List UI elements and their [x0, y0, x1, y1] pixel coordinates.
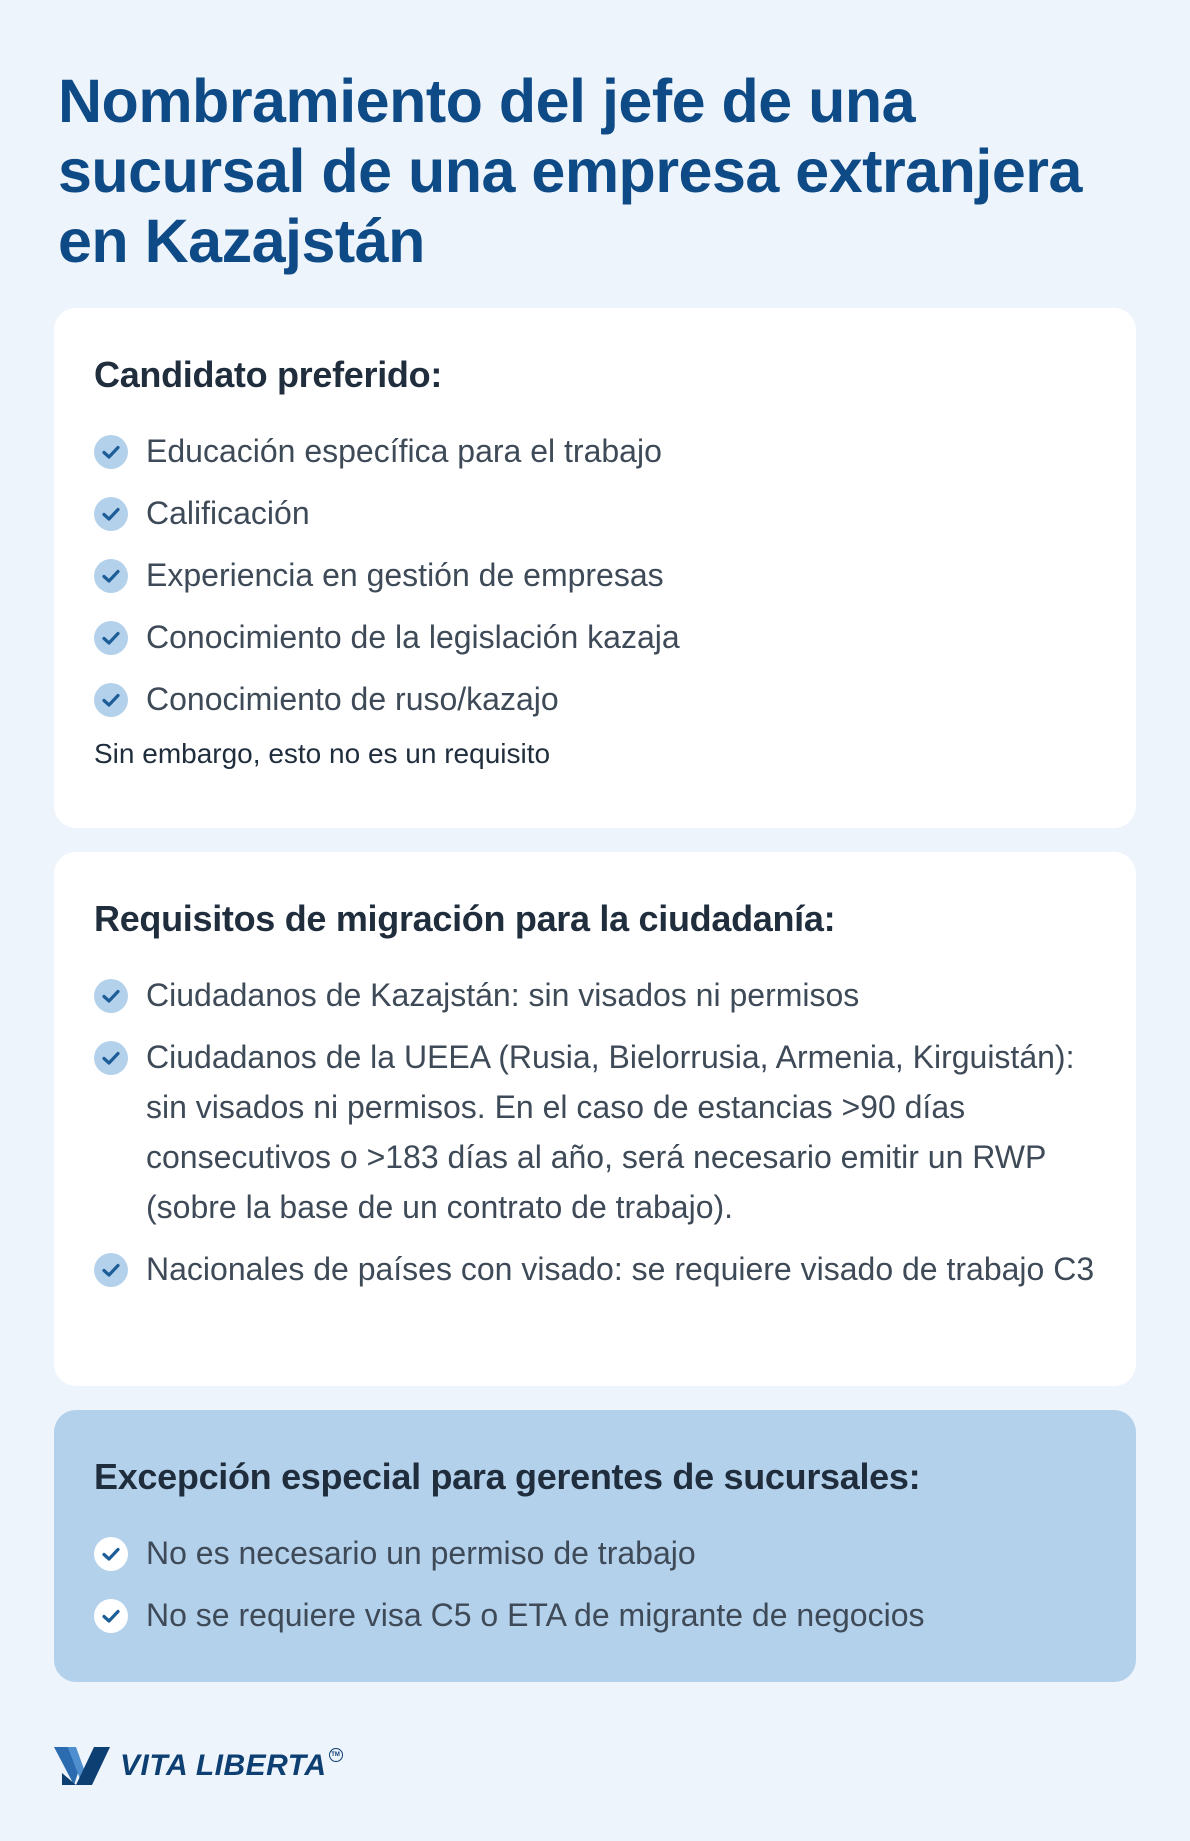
- preferred-candidate-note: Sin embargo, esto no es un requisito: [94, 738, 551, 769]
- trademark-badge: TM: [329, 1748, 343, 1762]
- preferred-candidate-list: [94, 426, 1096, 724]
- list-item-text: Nacionales de países con visado: se requiere visado de trabajo C3: [146, 1251, 1095, 1287]
- list-item-text: Educación específica para el trabajo: [146, 433, 662, 469]
- brand-logo: [54, 1744, 343, 1788]
- list-item: [94, 488, 1096, 538]
- check-circle-icon: [94, 621, 128, 655]
- branch-manager-exception-list: [94, 1528, 1096, 1640]
- check-circle-icon: [94, 1537, 128, 1571]
- list-item-text: No se requiere visa C5 o ETA de migrante de negocios: [146, 1597, 925, 1633]
- list-item: [94, 1528, 1096, 1578]
- migration-requirements-list: [94, 970, 1096, 1294]
- migration-requirements-heading: Requisitos de migración para la ciudadanía:: [94, 898, 836, 939]
- preferred-candidate-heading: Candidato preferido:: [94, 354, 443, 395]
- list-item: [94, 1244, 1096, 1294]
- list-item: [94, 612, 1096, 662]
- list-item: [94, 1590, 1096, 1640]
- list-item: [94, 674, 1096, 724]
- list-item: [94, 550, 1096, 600]
- list-item-text: No es necesario un permiso de trabajo: [146, 1535, 696, 1571]
- check-circle-icon: [94, 979, 128, 1013]
- page-title: Nombramiento del jefe de una sucursal de una empresa extranjera en Kazajstán: [58, 67, 1082, 275]
- check-circle-icon: [94, 559, 128, 593]
- check-circle-icon: [94, 1253, 128, 1287]
- list-item-text: Ciudadanos de Kazajstán: sin visados ni permisos: [146, 977, 860, 1013]
- vita-liberta-logo-icon: [54, 1745, 110, 1787]
- list-item-text: Conocimiento de ruso/kazajo: [146, 681, 559, 717]
- list-item-text: Ciudadanos de la UEEA (Rusia, Bielorrusia, Armenia, Kirguistán): sin visados ni permisos. En el caso de estancias >90 días consecutivos o >183 días al año, será necesario emitir un RWP (sobre la base de un contrato de trabajo).: [146, 1039, 1075, 1225]
- list-item: [94, 426, 1096, 476]
- list-item-text: Calificación: [146, 495, 310, 531]
- migration-requirements-card: [54, 852, 1136, 1386]
- list-item-text: Conocimiento de la legislación kazaja: [146, 619, 680, 655]
- list-item-text: Experiencia en gestión de empresas: [146, 557, 664, 593]
- preferred-candidate-card: [54, 308, 1136, 828]
- list-item: [94, 1032, 1096, 1232]
- check-circle-icon: [94, 683, 128, 717]
- branch-manager-exception-heading: Excepción especial para gerentes de sucursales:: [94, 1456, 921, 1497]
- logo-text: VITA LIBERTA: [120, 1749, 327, 1782]
- check-circle-icon: [94, 435, 128, 469]
- check-circle-icon: [94, 1599, 128, 1633]
- branch-manager-exception-card: [54, 1410, 1136, 1682]
- list-item: [94, 970, 1096, 1020]
- check-circle-icon: [94, 1041, 128, 1075]
- check-circle-icon: [94, 497, 128, 531]
